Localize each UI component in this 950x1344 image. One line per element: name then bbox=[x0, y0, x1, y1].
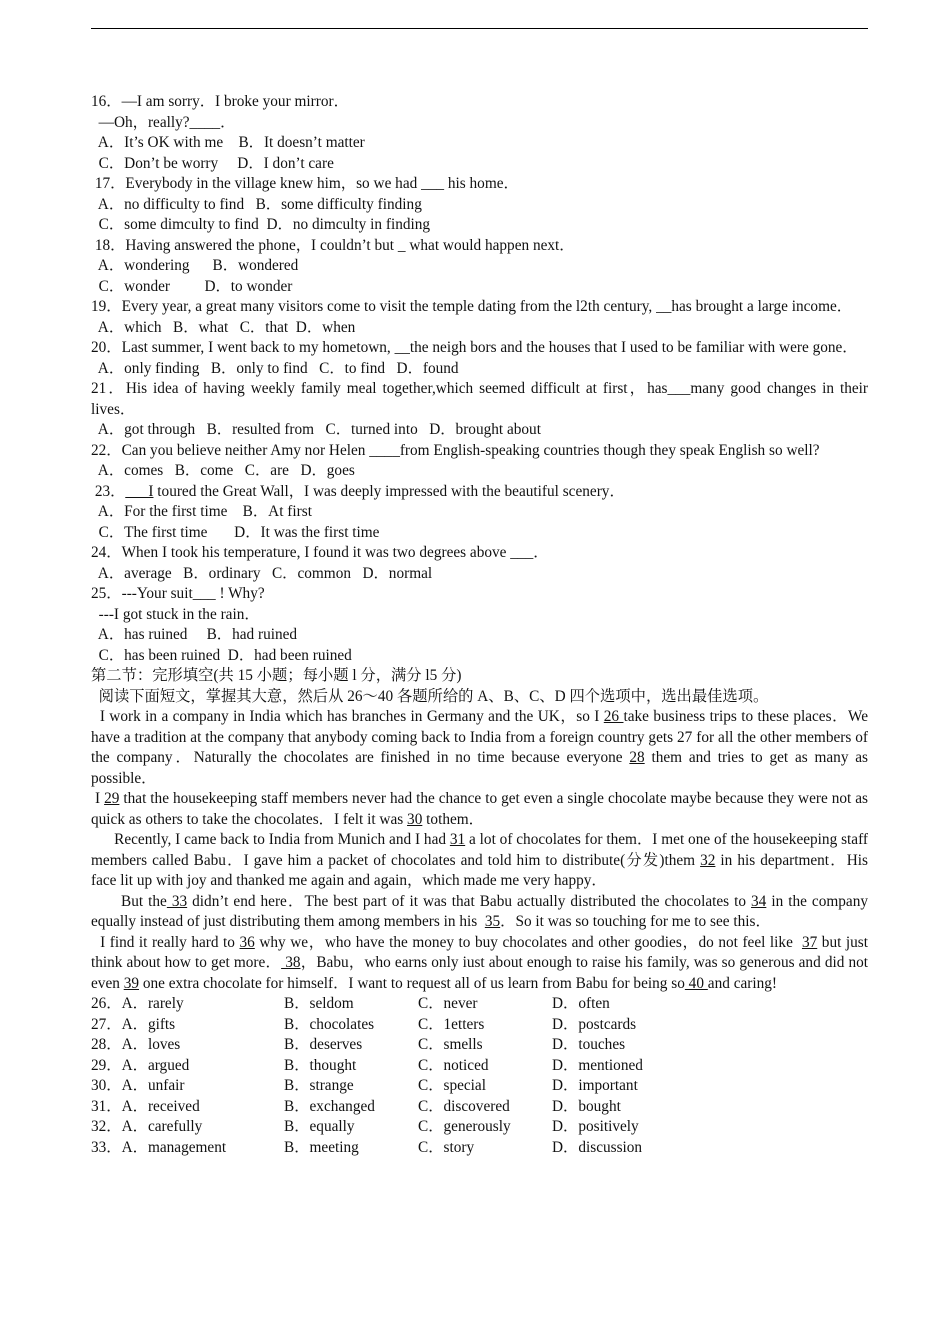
option-b: B．seldom bbox=[284, 995, 354, 1012]
passage-text: Recently, I came back to India from Munich and I had bbox=[91, 831, 450, 848]
blank-28: 28 bbox=[629, 749, 645, 766]
blank-26: 26 bbox=[603, 708, 624, 725]
passage-text: tothem． bbox=[422, 810, 484, 828]
passage-paragraph-5 bbox=[91, 933, 872, 995]
q19-stem: 19．Every year, a great many visitors come to visit the temple dating from the l2th century, __has brought a large income． bbox=[91, 298, 853, 315]
q21-stem: 21．His idea of having weekly family meal together,which seemed difficult at first，has___many good changes in their lives． bbox=[91, 380, 868, 418]
option-b: B．thought bbox=[284, 1056, 357, 1074]
option-c: C．never bbox=[418, 995, 478, 1012]
option-d: D．postcards bbox=[552, 1015, 637, 1033]
passage-text: why we，who have the money to buy chocolates and other goodies，do not feel like bbox=[254, 933, 802, 951]
q23-options-cd: C．The first time D．It was the first time bbox=[91, 523, 380, 541]
q21-options: A．got through B．resulted from C．turned into D．brought about bbox=[91, 421, 541, 438]
blank-33: 33 bbox=[166, 892, 188, 910]
passage-text: didn’t end here．The best part of it was that Babu actually distributed the chocolates to bbox=[187, 892, 752, 910]
option-c: C．noticed bbox=[418, 1056, 489, 1074]
q23-blank: ___I bbox=[125, 482, 154, 500]
q17-stem: 17．Everybody in the village knew him，so we had ___ his home． bbox=[91, 175, 519, 192]
option-a: 27．A．gifts bbox=[91, 1015, 176, 1033]
option-b: B．exchanged bbox=[284, 1097, 375, 1115]
q23-number: 23． bbox=[91, 482, 126, 500]
section-instructions: 阅读下面短文，掌握其大意，然后从 26～40 各题所给的 A、B、C、D 四个选项中，选出最佳选项。 bbox=[91, 687, 769, 705]
passage-text: take business trips to these places．We have a tradition at the company that anybody coming back to India from a foreign country gets 27 for all the other members of the company．Naturally the chocolates are finished in no time because everyone bbox=[91, 708, 872, 766]
passage-text: I find it really hard to bbox=[91, 933, 240, 951]
q22-stem: 22．Can you believe neither Amy nor Helen ____from English-speaking countries though they speak English so well? bbox=[91, 441, 820, 459]
q16-options-ab: A．It’s OK with me B．It doesn’t matter bbox=[91, 134, 365, 151]
q23-stem bbox=[91, 482, 868, 503]
passage-text: one extra chocolate for himself．I want to request all of us learn from Babu for being so bbox=[139, 974, 685, 992]
option-c: C．special bbox=[418, 1077, 486, 1094]
passage-text: ，Babu，who earns only iust about enough to raise his family, was so generous and did not even bbox=[91, 954, 872, 992]
option-c: C．story bbox=[418, 1138, 475, 1156]
q25-options-ab: A．has ruined B．had ruined bbox=[91, 626, 298, 643]
blank-37: 37 bbox=[801, 933, 818, 951]
q25-stem: 25．---Your suit___ ! Why? bbox=[91, 585, 265, 602]
option-c: C．generously bbox=[418, 1118, 511, 1135]
option-b: B．meeting bbox=[284, 1138, 359, 1156]
options-row-33 bbox=[91, 1138, 752, 1159]
option-d: D．often bbox=[552, 995, 610, 1012]
blank-36: 36 bbox=[239, 933, 255, 951]
option-c: C．1etters bbox=[418, 1015, 485, 1033]
q23-text: toured the Great Wall，I was deeply impressed with the beautiful scenery． bbox=[153, 482, 625, 500]
options-row-32 bbox=[91, 1117, 752, 1138]
q24-stem: 24．When I took his temperature, I found it was two degrees above ___． bbox=[91, 544, 549, 561]
q18-options-cd: C．wonder D．to wonder bbox=[91, 277, 293, 295]
q16-stem: 16．—I am sorry．I broke your mirror． bbox=[91, 93, 349, 110]
option-a: 33．A．management bbox=[91, 1138, 227, 1156]
option-d: D．touches bbox=[552, 1036, 626, 1053]
passage-text: I work in a company in India which has branches in Germany and the UK，so I bbox=[91, 708, 604, 725]
q23-options-ab: A．For the first time B．At first bbox=[91, 503, 312, 520]
option-b: B．equally bbox=[284, 1118, 355, 1135]
blank-29: 29 bbox=[104, 790, 120, 807]
passage-text: in his department．His face lit up with joy and thanked me again and again，which made me very happy． bbox=[91, 851, 872, 889]
options-row-28 bbox=[91, 1035, 752, 1056]
q18-stem: 18．Having answered the phone，I couldn’t but _ what would happen next． bbox=[91, 236, 575, 254]
blank-34: 34 bbox=[751, 892, 767, 910]
section-heading: 第二节：完形填空(共 15 小题；每小题 l 分，满分 l5 分) bbox=[91, 667, 462, 684]
blank-31: 31 bbox=[449, 831, 466, 848]
passage-paragraph-3 bbox=[91, 830, 872, 892]
passage-text: But the bbox=[91, 892, 167, 910]
passage-text: them and tries to get as many as possible． bbox=[91, 749, 872, 787]
option-a: 28．A．loves bbox=[91, 1036, 181, 1053]
q16-reply: —Oh，really?____． bbox=[91, 113, 236, 131]
blank-32: 32 bbox=[700, 851, 716, 869]
passage-paragraph-1 bbox=[91, 707, 872, 789]
passage-paragraph-2 bbox=[91, 789, 872, 830]
q17-options-ab: A．no difficulty to find B．some difficulty finding bbox=[91, 195, 422, 213]
blank-40: 40 bbox=[684, 974, 708, 992]
option-d: D．discussion bbox=[552, 1138, 643, 1156]
blank-38: 38 bbox=[281, 954, 301, 971]
option-a: 32．A．carefully bbox=[91, 1118, 203, 1135]
option-b: B．deserves bbox=[284, 1036, 363, 1053]
option-d: D．mentioned bbox=[552, 1056, 643, 1074]
passage-text: in the company equally instead of just distributing them among members in his bbox=[91, 892, 872, 930]
option-b: B．strange bbox=[284, 1077, 354, 1094]
exam-page bbox=[91, 92, 872, 1158]
header-rule bbox=[91, 28, 868, 29]
passage-paragraph-4 bbox=[91, 892, 872, 933]
passage-text: I bbox=[91, 790, 105, 807]
q22-options: A．comes B．come C．are D．goes bbox=[91, 462, 355, 479]
options-row-29 bbox=[91, 1056, 752, 1077]
option-d: D．positively bbox=[552, 1118, 639, 1135]
option-c: C．discovered bbox=[418, 1097, 510, 1115]
passage-text: but just think about how to get more． bbox=[91, 933, 872, 971]
options-row-26 bbox=[91, 994, 752, 1015]
q20-stem: 20．Last summer, I went back to my hometown, __the neigh bors and the houses that I used to be familiar with were gone． bbox=[91, 339, 858, 356]
option-a: 31．A．received bbox=[91, 1097, 200, 1115]
option-a: 29．A．argued bbox=[91, 1056, 190, 1074]
passage-text: and caring! bbox=[707, 974, 778, 992]
q18-options-ab: A．wondering B．wondered bbox=[91, 257, 299, 274]
q16-options-cd: C．Don’t be worry D．I don’t care bbox=[91, 154, 334, 172]
option-d: D．important bbox=[552, 1077, 638, 1094]
options-row-31 bbox=[91, 1097, 752, 1118]
blank-35: 35 bbox=[484, 913, 501, 930]
option-d: D．bought bbox=[552, 1097, 621, 1115]
option-a: 26．A．rarely bbox=[91, 995, 184, 1012]
option-a: 30．A．unfair bbox=[91, 1077, 185, 1094]
option-c: C．smells bbox=[418, 1036, 483, 1053]
q24-options: A．average B．ordinary C．common D．normal bbox=[91, 564, 433, 582]
option-b: B．chocolates bbox=[284, 1015, 375, 1033]
q25-reply: ---I got stuck in the rain． bbox=[91, 605, 260, 623]
q20-options: A．only finding B．only to find C．to find D．found bbox=[91, 359, 459, 377]
passage-text: that the housekeeping staff members never had the chance to get even a single chocolate maybe because they were not as quick as others to take the chocolates．I felt it was bbox=[91, 790, 872, 828]
passage-text: ．So it was so touching for me to see this． bbox=[500, 913, 771, 930]
options-row-30 bbox=[91, 1076, 752, 1097]
cloze-options-table bbox=[91, 994, 752, 1158]
blank-39: 39 bbox=[123, 974, 139, 992]
options-row-27 bbox=[91, 1015, 752, 1036]
blank-30: 30 bbox=[407, 810, 423, 828]
passage-text: a lot of chocolates for them．I met one of the housekeeping staff members called Babu．I gave him a packet of chocolates and told him to distribute(分发)them bbox=[91, 831, 872, 869]
q25-options-cd: C．has been ruined D．had been ruined bbox=[91, 646, 352, 664]
q17-options-cd: C．some dimculty to find D．no dimculty in finding bbox=[91, 216, 431, 233]
q19-options: A．which B．what C．that D．when bbox=[91, 318, 356, 336]
